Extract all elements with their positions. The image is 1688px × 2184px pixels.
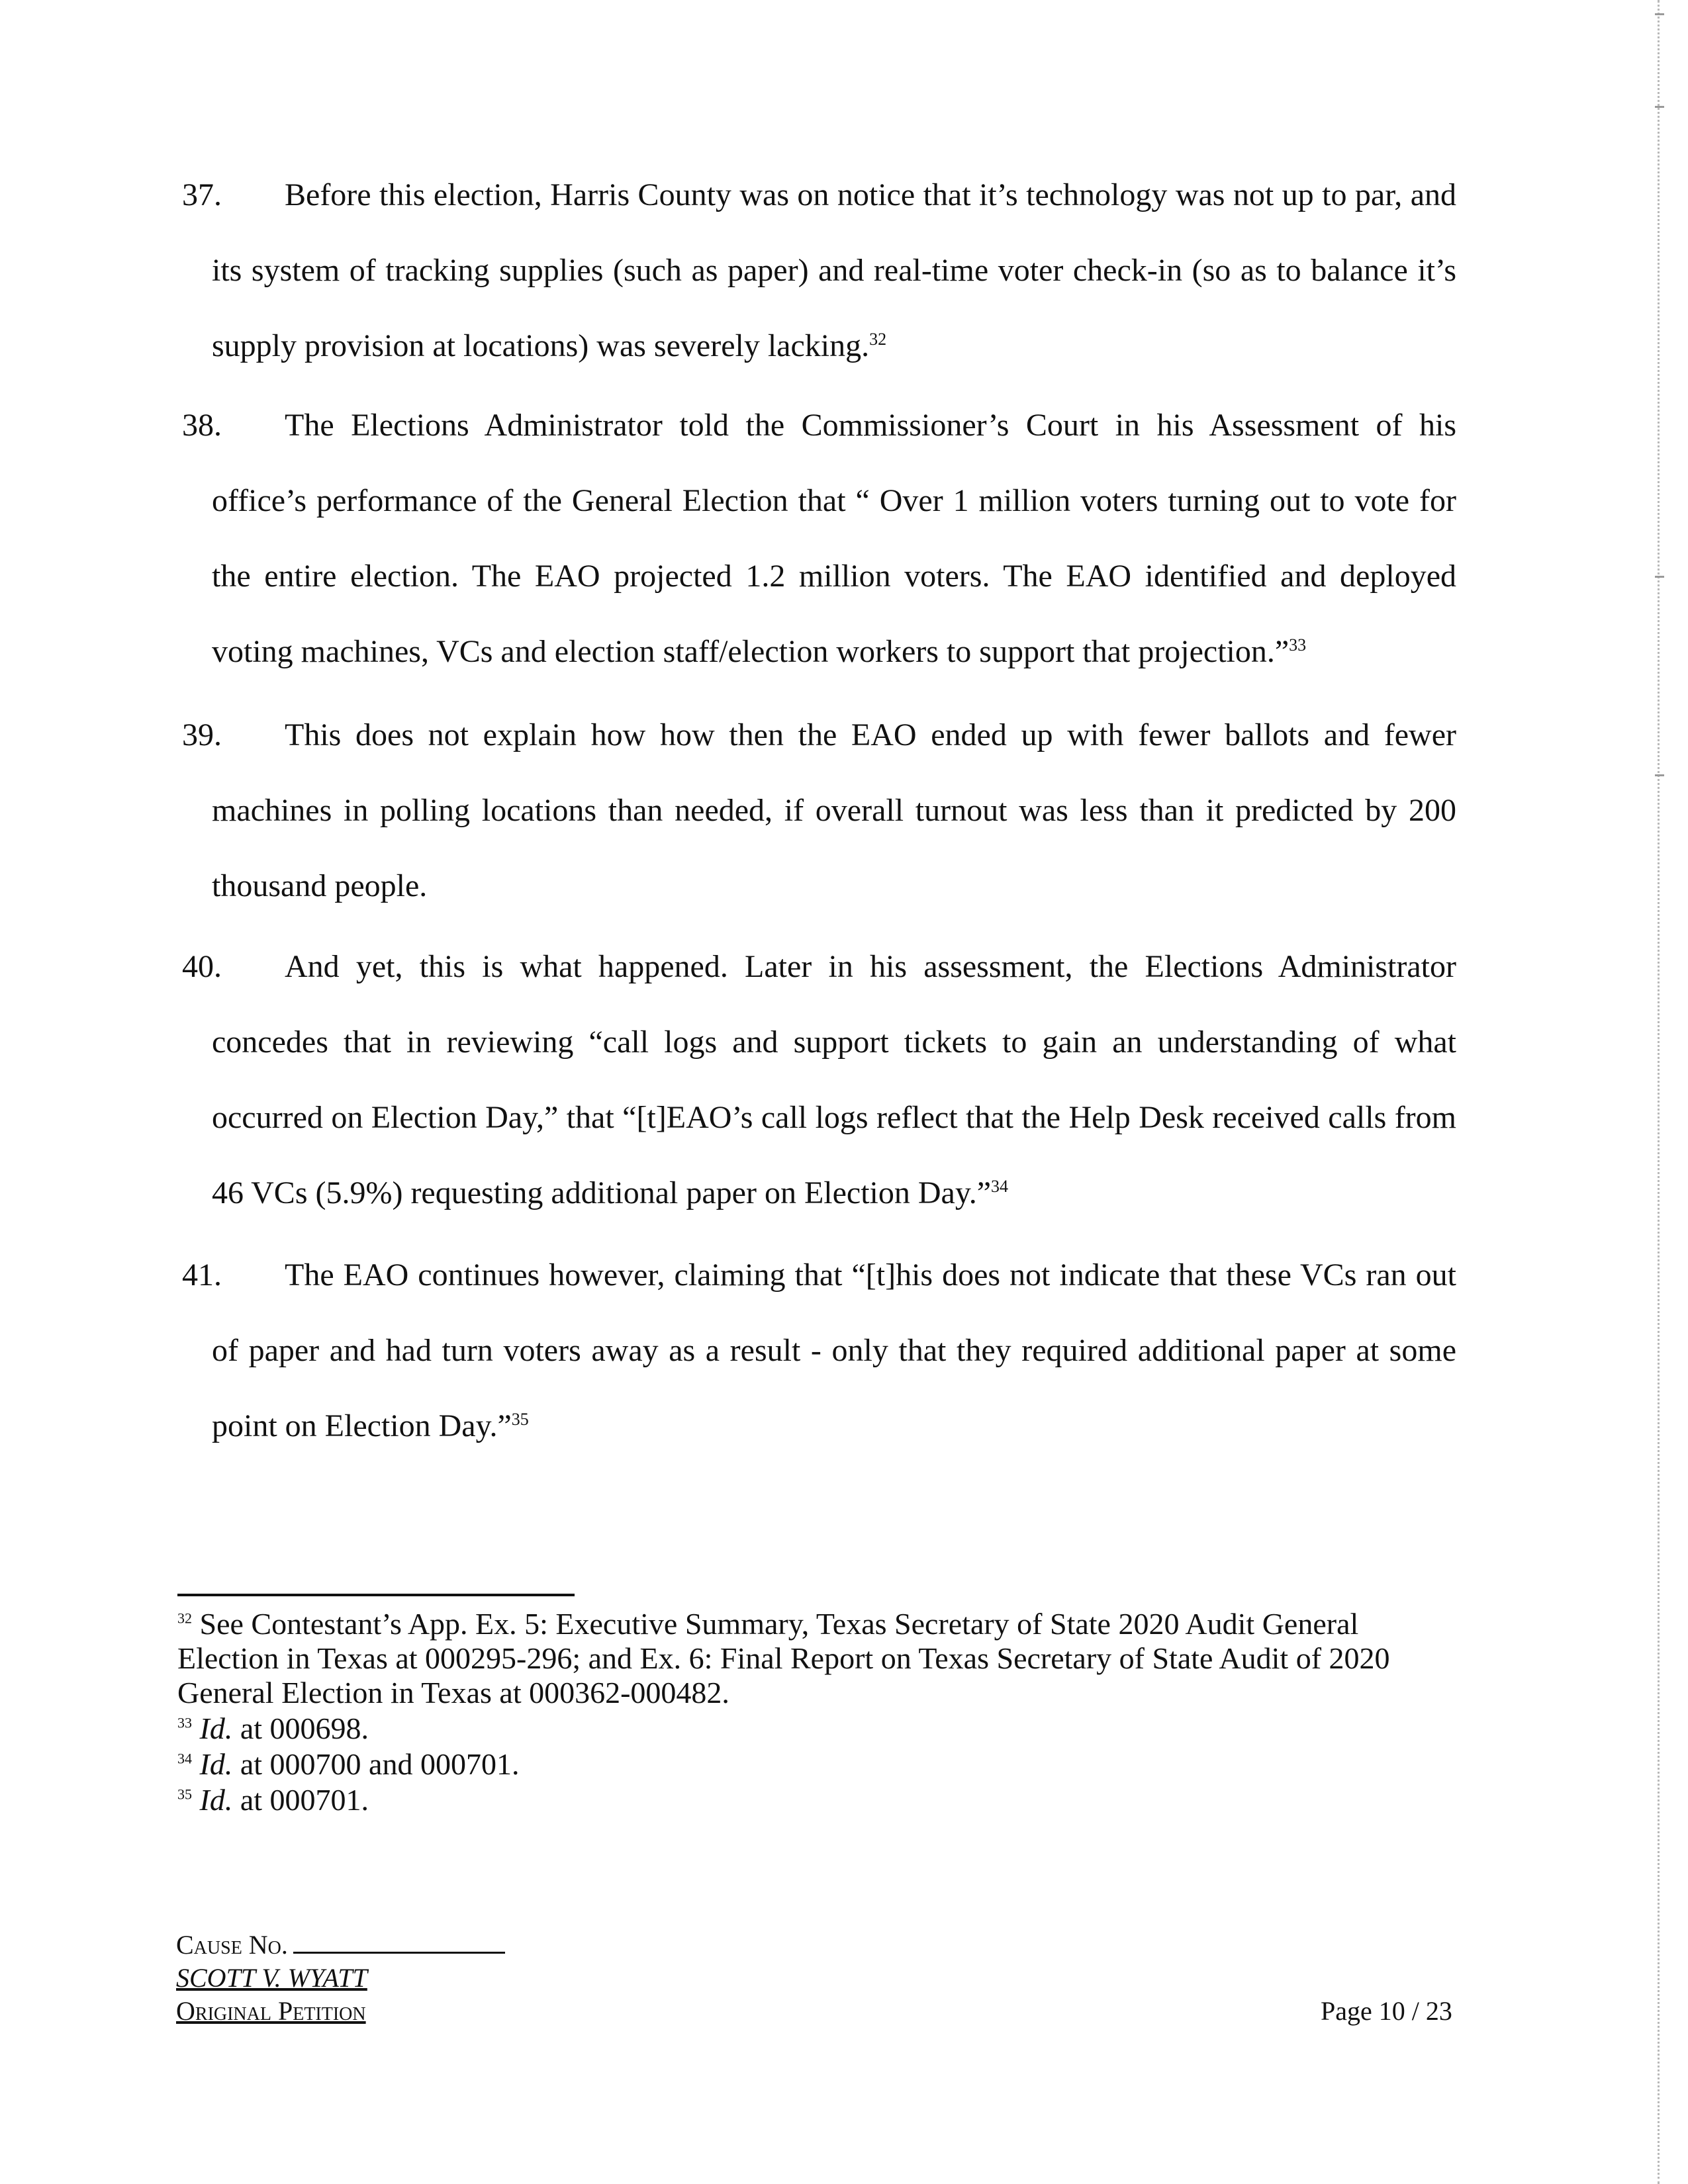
paragraph-40 <box>182 929 1456 1231</box>
footnote-marker: 34 <box>177 1750 192 1767</box>
page-number: Page 10 / 23 <box>1321 1996 1452 2026</box>
paragraph-body: And yet, this is what happened. Later in his assessment, the Elections Administrator concedes that in reviewing “call logs and support tickets to gain an understanding of what occurred on Election Day,” that “[t]EAO’s call logs reflect that the Help Desk received calls from 46 VCs (5.9%) requesting additional paper on Election Day.” <box>212 949 1456 1210</box>
paragraph-text <box>212 1238 1456 1464</box>
scan-edge-mark <box>1655 106 1664 108</box>
footnote-italic: Id. <box>192 1783 233 1817</box>
paragraph-number: 37. <box>182 177 222 212</box>
cause-number-line <box>176 1929 505 1962</box>
paragraph-39 <box>182 698 1456 924</box>
paragraph-37 <box>182 158 1456 384</box>
footnote-italic: Id. <box>192 1711 233 1745</box>
paragraph-text <box>212 929 1456 1231</box>
footnote-text: at 000701. <box>232 1783 369 1817</box>
scan-edge-artifact <box>1658 0 1660 2184</box>
cause-number-blank <box>293 1932 505 1954</box>
footnote-separator <box>177 1594 575 1596</box>
footnote-ref[interactable]: 32 <box>869 330 887 349</box>
paragraph-text <box>212 388 1456 690</box>
footnote-marker: 35 <box>177 1786 192 1803</box>
paragraph-number: 40. <box>182 949 222 984</box>
document-title: Original Petition <box>176 1996 366 2026</box>
paragraph-number: 41. <box>182 1257 222 1293</box>
footnote <box>177 1747 1462 1782</box>
paragraph-body: The EAO continues however, claiming that “[t]his does not indicate that these VCs ran out of paper and had turn voters away as a result - only that they required additional paper at some point on Election Day.” <box>212 1257 1456 1443</box>
footnote <box>177 1607 1462 1710</box>
cause-label: Cause No. <box>176 1930 288 1960</box>
footnote-marker: 32 <box>177 1610 192 1627</box>
footnote-ref[interactable]: 34 <box>991 1177 1009 1196</box>
footnote <box>177 1783 1462 1817</box>
paragraph-text <box>212 698 1456 924</box>
paragraph-body: Before this election, Harris County was on notice that it’s technology was not up to par, and its system of tracking supplies (such as paper) and real-time voter check-in (so as to balance it’s supply provision at locations) was severely lacking. <box>212 177 1456 363</box>
paragraph-41 <box>182 1238 1456 1464</box>
footnote-marker: 33 <box>177 1714 192 1731</box>
footnote-ref[interactable]: 33 <box>1289 635 1307 655</box>
footnotes <box>177 1607 1462 1819</box>
scan-edge-mark <box>1655 774 1664 776</box>
paragraph-38 <box>182 388 1456 690</box>
footnote <box>177 1711 1462 1746</box>
party-line <box>176 1962 505 1995</box>
page-footer <box>176 1929 505 2028</box>
footnote-text: at 000700 and 000701. <box>232 1747 520 1781</box>
paragraph-body: This does not explain how how then the EAO ended up with fewer ballots and fewer machines in polling locations than needed, if overall turnout was less than it predicted by 200 thousand people. <box>212 717 1456 903</box>
scan-edge-mark <box>1655 13 1664 15</box>
scan-edge-mark <box>1655 576 1664 578</box>
footnote-ref[interactable]: 35 <box>511 1410 529 1429</box>
footnote-text: See Contestant’s App. Ex. 5: Executive Summary, Texas Secretary of State 2020 Audit General Election in Texas at 000295-296; and Ex. 6: Final Report on Texas Secretary of State Audit of 2020 General Election in Texas at 000362-000482. <box>177 1607 1390 1709</box>
paragraph-number: 38. <box>182 408 222 443</box>
footnote-italic: Id. <box>192 1747 233 1781</box>
party-name: SCOTT V. WYATT <box>176 1963 367 1993</box>
footnote-text: at 000698. <box>232 1711 369 1745</box>
paragraph-number: 39. <box>182 717 222 752</box>
doc-title-line <box>176 1995 505 2028</box>
paragraph-body: The Elections Administrator told the Commissioner’s Court in his Assessment of his office’s performance of the General Election that “ Over 1 million voters turning out to vote for the entire election. The EAO projected 1.2 million voters. The EAO identified and deployed voting machines, VCs and election staff/election workers to support that projection.” <box>212 408 1456 669</box>
paragraph-text <box>212 158 1456 384</box>
